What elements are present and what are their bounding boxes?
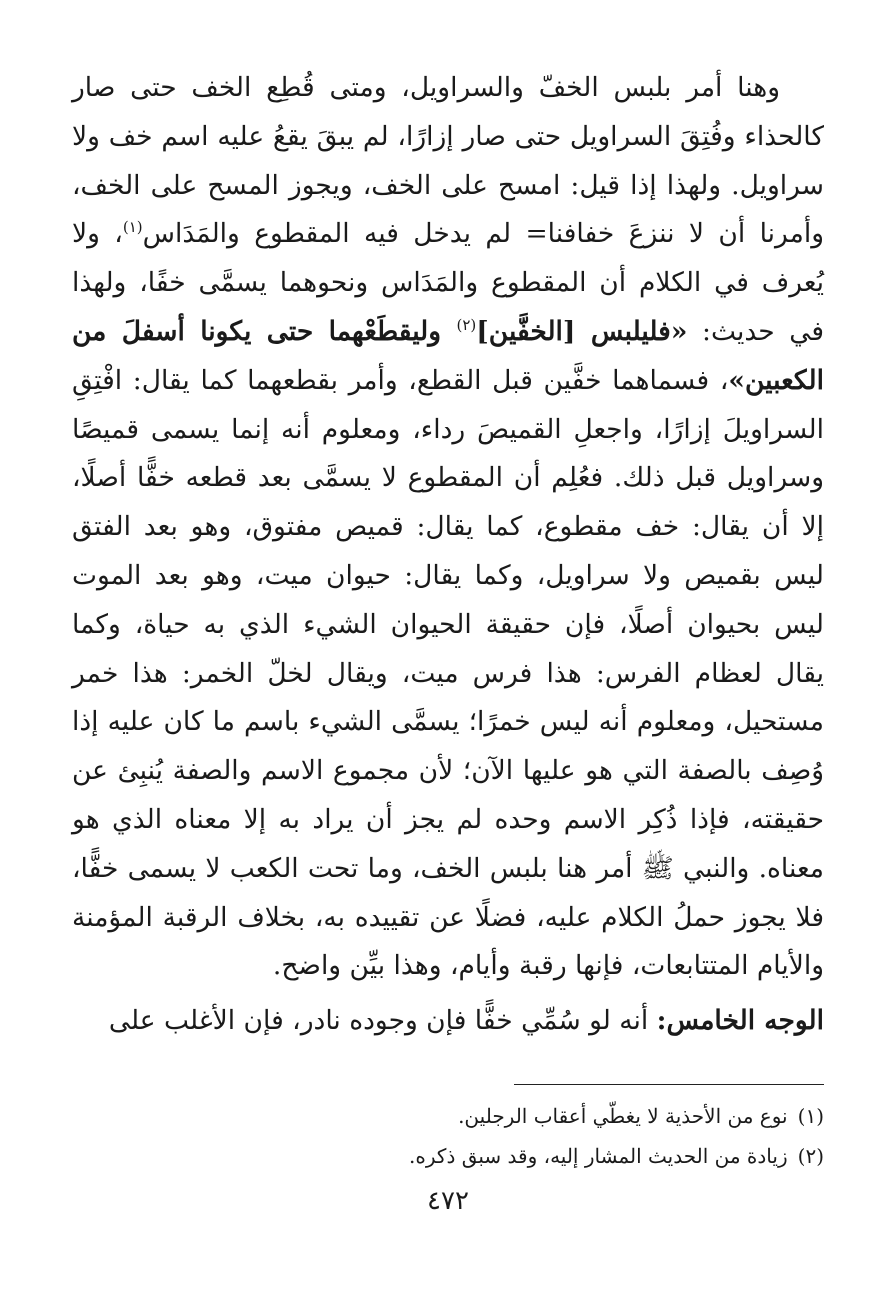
footnote-number: (٢) [797,1144,824,1168]
book-page [72,64,824,1244]
footnote-text: نوع من الأحذية لا يغطّي أعقاب الرجلين. [458,1104,788,1128]
footnote-ref-1: (١) [122,218,143,237]
text-run: أنه لو سُمِّي خفًّا فإن وجوده نادر، فإن الأغلب على [108,1005,657,1037]
hadith-quote-end: وليقطَعْهما حتى يكونا أسفلَ من الكعبين» [72,315,824,396]
main-text [72,64,824,1046]
text-run: ، ولا يُعرف في الكلام أن المقطوع والمَدَاس ونحوهما يسمَّى خفًا، ولهذا في حديث: [72,218,824,347]
paragraph-2 [72,997,824,1046]
hadith-quote-start: «فليلبس [الخفَّين] [476,315,688,347]
footnotes [72,1096,824,1176]
footnote-number: (١) [797,1104,824,1128]
paragraph-1 [72,64,824,991]
footnote-separator [514,1084,824,1085]
text-run: ، فسماهما خفَّين قبل القطع، وأمر بقطعهما كما يقال: افْتِقِ السراويلَ إزارًا، واجعلِ القميصَ رداء، ومعلوم أنه إنما يسمى قميصًا وسراويل قبل ذلك. فعُلِم أن المقطوع لا يسمَّى بعد قطعه خفًّا أصلًا، إلا أن يقال: خف مقطوع، كما يقال: قميص مفتوق، وهو بعد الفتق ليس بقميص ولا سراويل، وكما يقال: حيوان ميت، وهو بعد الموت ليس بحيوان أصلًا، فإن حقيقة الحيوان الشيء الذي به حياة، وكما يقال لعظام الفرس: هذا فرس ميت، ويقال لخلّ الخمر: هذا خمر مستحيل، ومعلوم أنه ليس خمرًا؛ يسمَّى الشيء باسم ما كان عليه إذا وُصِف بالصفة التي هو عليها الآن؛ لأن مجموع الاسم والصفة يُنبِئ عن حقيقته، فإذا ذُكِر الاسم وحده لم يجز أن يراد به إلا معناه الذي هو معناه. والنبي ﷺ أمر هنا بلبس الخف، وما تحت الكعب لا يسمى خفًّا، فلا يجوز حملُ الكلام عليه، فضلًا عن تقييده به، بخلاف الرقبة المؤمنة والأيام المتتابعات، فإنها رقبة وأيام، وهذا بيِّن واضح. [72,364,824,982]
text-run: وهنا أمر بلبس الخفّ والسراويل، ومتى قُطِع الخف حتى صار كالحذاء وفُتِقَ السراويل حتى صار إزارًا، لم يبقَ يقعُ عليه اسم خف ولا سراويل. ولهذا إذا قيل: امسح على الخف، ويجوز المسح على الخف، وأمرنا أن لا ننزعَ خفافنا= لم يدخل فيه المقطوع والمَدَاس [72,72,824,250]
footnote-text: زيادة من الحديث المشار إليه، وقد سبق ذكره. [409,1144,788,1168]
section-heading: الوجه الخامس: [656,1005,824,1037]
page-number: ٤٧٢ [427,1186,469,1216]
footnote-2 [72,1136,824,1176]
footnote-1 [72,1096,824,1136]
footnote-ref-2: (٢) [456,316,477,335]
